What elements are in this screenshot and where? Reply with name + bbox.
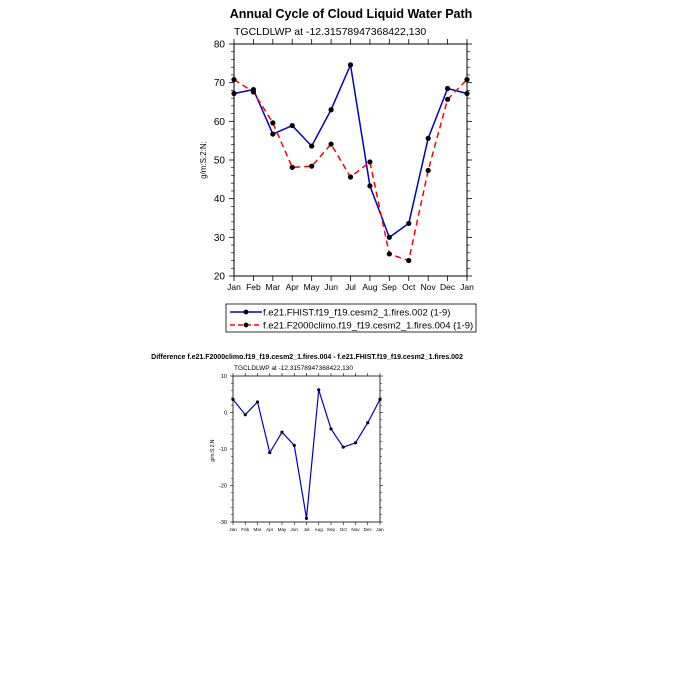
- main-chart-x-tick-label: Jun: [324, 282, 338, 292]
- difference-chart-y-tick-label: 10: [220, 373, 227, 380]
- main-chart-series-1-point: [231, 77, 236, 82]
- difference-chart-x-tick-label: Aug: [314, 527, 323, 532]
- main-chart-subtitle: TGCLDLWP at -12.31578947368422,130: [234, 26, 427, 38]
- main-chart-x-tick-label: Jan: [227, 282, 241, 292]
- difference-chart-subtitle: TGCLDLWP at -12.31578947368422,130: [234, 365, 354, 372]
- main-chart-x-tick-label: Jul: [345, 282, 356, 292]
- main-chart-series-1-point: [309, 164, 314, 169]
- main-chart-series-0-point: [348, 62, 353, 67]
- difference-chart-x-tick-label: Dec: [363, 527, 372, 532]
- main-chart-y-tick-label: 40: [213, 194, 225, 206]
- main-chart-y-tick-label: 60: [213, 116, 225, 128]
- main-chart-legend: [226, 304, 476, 332]
- main-chart-series-1-point: [367, 159, 372, 164]
- difference-chart-y-tick-label: -30: [219, 519, 227, 526]
- main-chart-series-0-point: [328, 107, 333, 112]
- main-chart-series-0-point: [387, 235, 392, 240]
- main-chart-series-1-point: [290, 165, 295, 170]
- main-chart-series-0-point: [270, 131, 275, 136]
- legend-marker-climo: [244, 323, 249, 328]
- main-chart-x-tick-label: Sep: [381, 282, 397, 292]
- main-chart-x-tick-label: Feb: [246, 282, 261, 292]
- main-chart-x-tick-label: Dec: [440, 282, 456, 292]
- difference-chart-x-tick-label: Sep: [326, 527, 336, 532]
- main-chart-series-1-point: [270, 120, 275, 125]
- difference-chart-series-0-point: [293, 444, 296, 447]
- difference-chart-x-tick-label: Jun: [290, 527, 298, 532]
- difference-chart-series-0-point: [280, 431, 283, 434]
- difference-chart-x-tick-label: Oct: [339, 527, 347, 532]
- main-chart-y-tick-label: 50: [213, 155, 225, 167]
- difference-chart-series-0-point: [317, 388, 320, 391]
- main-chart-series-0-point: [445, 86, 450, 91]
- main-chart-x-tick-label: May: [303, 282, 320, 292]
- difference-chart-series-0-point: [268, 451, 271, 454]
- main-chart-series-1-point: [348, 174, 353, 179]
- difference-chart-series-0-point: [329, 427, 332, 430]
- difference-chart-series-0-point: [305, 517, 308, 520]
- difference-chart-x-tick-label: Apr: [266, 527, 274, 532]
- main-chart-series-0-point: [464, 91, 469, 96]
- main-chart-x-tick-label: Mar: [265, 282, 281, 292]
- difference-chart-title: Difference f.e21.F2000climo.f19_f19.cesm2_1.fires.004 - f.e21.FHIST.f19_f19.cesm2_1.fires.002: [151, 354, 463, 361]
- difference-chart-x-tick-label: Nov: [351, 527, 360, 532]
- difference-chart-y-tick-label: -20: [219, 483, 227, 490]
- main-chart-series-1-point: [406, 258, 411, 263]
- main-chart-series-0-point: [367, 183, 372, 188]
- difference-chart-series-0-point: [231, 398, 234, 401]
- main-chart-x-tick-label: Jan: [460, 282, 474, 292]
- main-chart-series-0-point: [426, 136, 431, 141]
- main-chart-ylabel: g/m:S:2:N:: [199, 141, 208, 179]
- difference-chart-series-0-point: [244, 413, 247, 416]
- main-chart-y-tick-label: 30: [213, 232, 225, 244]
- difference-chart-x-tick-label: Feb: [241, 527, 250, 532]
- main-chart-series-0-point: [406, 221, 411, 226]
- difference-chart-series-0-point: [366, 421, 369, 424]
- main-chart-x-tick-label: Apr: [285, 282, 299, 292]
- main-chart-title: Annual Cycle of Cloud Liquid Water Path: [229, 7, 473, 21]
- main-chart-series-1-point: [387, 251, 392, 256]
- difference-chart-x-tick-label: Jan: [229, 527, 237, 532]
- legend-label-climo: f.e21.F2000climo.f19_f19.cesm2_1.fires.004 (1-9): [263, 320, 474, 332]
- difference-chart-series-0-point: [256, 400, 259, 403]
- difference-chart-x-tick-label: Jul: [303, 527, 310, 532]
- difference-chart-x-tick-label: May: [277, 527, 287, 532]
- legend-marker-hist: [244, 310, 249, 315]
- main-chart-series-1-point: [426, 168, 431, 173]
- difference-chart-x-tick-label: Mar: [253, 527, 262, 532]
- main-chart-y-tick-label: 20: [213, 271, 225, 283]
- difference-chart-series-0-point: [354, 441, 357, 444]
- main-chart-series-1-point: [251, 89, 256, 94]
- main-chart-series-1-point: [445, 97, 450, 102]
- difference-chart-x-tick-label: Jan: [376, 527, 384, 532]
- legend-label-hist: f.e21.FHIST.f19_f19.cesm2_1.fires.002 (1-9): [263, 307, 451, 319]
- main-chart-series-0-point: [309, 143, 314, 148]
- main-chart-series-0-point: [231, 91, 236, 96]
- main-chart-series-1-point: [464, 77, 469, 82]
- difference-chart-series-0-point: [378, 398, 381, 401]
- main-chart-series-1-point: [328, 142, 333, 147]
- main-chart-series-0-point: [290, 123, 295, 128]
- main-chart-y-tick-label: 80: [213, 39, 225, 51]
- main-chart-x-tick-label: Aug: [362, 282, 378, 292]
- difference-chart-y-tick-label: -10: [219, 446, 227, 453]
- main-chart-x-tick-label: Nov: [420, 282, 436, 292]
- difference-chart-ylabel: g/m:S:2:N:: [210, 438, 216, 462]
- difference-chart-y-tick-label: 0: [223, 410, 227, 417]
- difference-chart-series-0-point: [342, 446, 345, 449]
- main-chart-x-tick-label: Oct: [402, 282, 416, 292]
- main-chart-y-tick-label: 70: [213, 78, 225, 90]
